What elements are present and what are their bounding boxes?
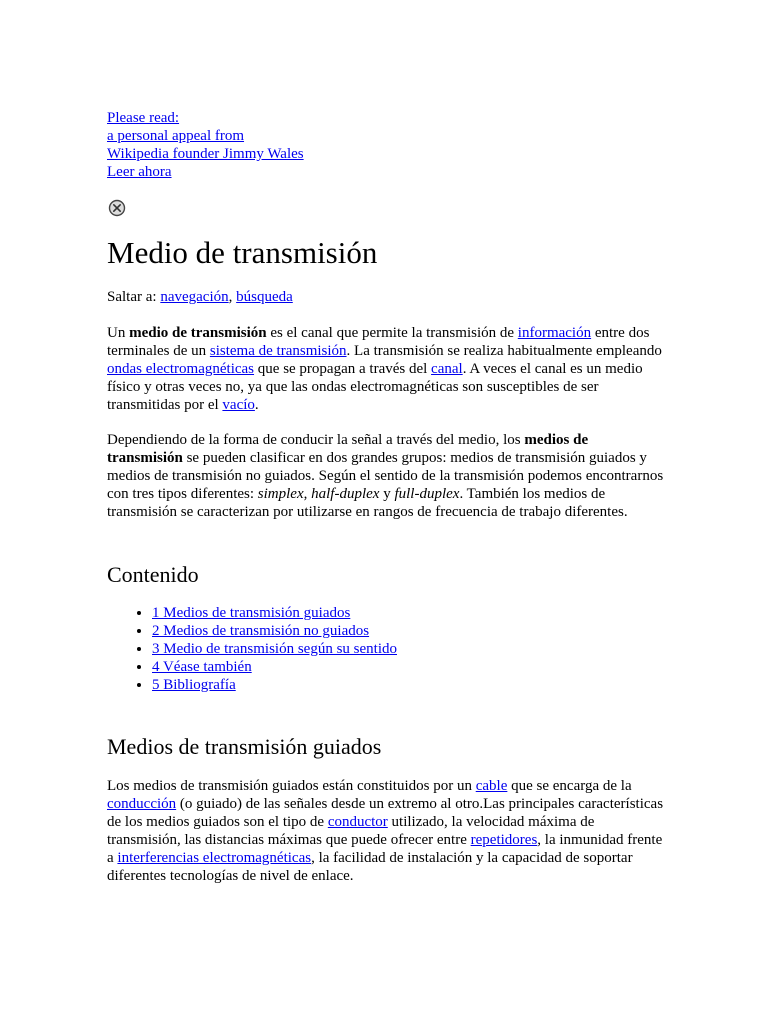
toc-item	[152, 604, 397, 622]
term-half-duplex: half-duplex	[311, 486, 380, 502]
intro-text: Un	[107, 325, 130, 341]
toc-link-bibliography[interactable]: 5 Bibliografía	[152, 677, 236, 693]
para-text: , la inmunidad frente a	[107, 832, 663, 866]
link-ondas-electromagneticas[interactable]: ondas electromagnéticas	[107, 361, 255, 377]
appeal-link-please-read[interactable]: Please read:	[107, 110, 180, 126]
term-full-duplex: full-duplex	[394, 486, 460, 502]
para-text: Dependiendo de la forma de conducir la señal a través del medio, los	[107, 432, 525, 448]
contents-heading: Contenido	[107, 562, 199, 587]
section-heading-guided: Medios de transmisión guiados	[107, 734, 382, 759]
jump-navigation-link[interactable]: navegación	[160, 289, 229, 305]
term-simplex: simplex	[257, 486, 304, 502]
intro-text: . A veces el canal es un medio físico y otras veces no, ya que las ondas electromagnéticas son susceptibles de ser transmitidas por el	[107, 361, 643, 413]
jump-search-link[interactable]: búsqueda	[236, 289, 293, 305]
classification-paragraph	[107, 431, 667, 521]
toc-link-direction[interactable]: 3 Medio de transmisión según su sentido	[152, 641, 397, 657]
para-text: se pueden clasificar en dos grandes grupos: medios de transmisión guiados y medios de transmisión no guiados. Según el sentido de la transmisión podemos encontrarnos con tres tipos diferentes:	[107, 450, 664, 502]
link-vacio[interactable]: vacío	[222, 397, 255, 413]
page-title: Medio de transmisión	[107, 235, 378, 270]
para-text: ,	[303, 486, 312, 502]
guided-media-paragraph	[107, 777, 667, 885]
para-text: Los medios de transmisión guiados están constituidos por un	[107, 778, 476, 794]
table-of-contents	[107, 604, 397, 694]
intro-text: .	[254, 397, 259, 413]
toc-item	[152, 622, 397, 640]
link-informacion[interactable]: información	[517, 325, 592, 341]
intro-text: que se propagan a través del	[254, 361, 432, 377]
para-text: . También los medios de transmisión se caracterizan por utilizarse en rangos de frecuencia de trabajo diferentes.	[107, 486, 628, 520]
para-text: utilizado, la velocidad máxima de transmisión, las distancias máximas que puede ofrecer entre	[107, 814, 595, 848]
para-bold-term: medios de transmisión	[107, 432, 589, 466]
para-text: y	[379, 486, 395, 502]
link-canal[interactable]: canal	[431, 361, 463, 377]
link-interferencias-electromagneticas[interactable]: interferencias electromagnéticas	[117, 850, 312, 866]
link-conduccion[interactable]: conducción	[107, 796, 177, 812]
link-cable[interactable]: cable	[475, 778, 508, 794]
toc-item	[152, 676, 397, 694]
toc-item	[152, 658, 397, 676]
para-text: (o guiado) de las señales desde un extremo al otro.Las principales características de los medios guiados son el tipo de	[107, 796, 664, 830]
para-text: que se encarga de la	[507, 778, 632, 794]
jump-separator: ,	[228, 289, 237, 305]
para-text: , la facilidad de instalación y la capacidad de soportar diferentes tecnologías de nivel de enlace.	[107, 850, 633, 884]
jump-links	[107, 288, 293, 306]
appeal-link-read-now[interactable]: Leer ahora	[107, 164, 172, 180]
intro-bold-term: medio de transmisión	[129, 325, 267, 341]
jump-prefix: Saltar a:	[107, 289, 161, 305]
toc-link-guided[interactable]: 1 Medios de transmisión guiados	[152, 605, 351, 621]
donation-appeal	[107, 109, 304, 181]
link-conductor[interactable]: conductor	[327, 814, 388, 830]
link-sistema-de-transmision[interactable]: sistema de transmisión	[209, 343, 347, 359]
toc-item	[152, 640, 397, 658]
toc-link-see-also[interactable]: 4 Véase también	[152, 659, 252, 675]
intro-text: entre dos terminales de un	[107, 325, 650, 359]
close-icon[interactable]	[108, 199, 126, 217]
link-repetidores[interactable]: repetidores	[470, 832, 538, 848]
toc-link-unguided[interactable]: 2 Medios de transmisión no guiados	[152, 623, 370, 639]
intro-text: es el canal que permite la transmisión de	[266, 325, 518, 341]
appeal-link-personal-appeal[interactable]: a personal appeal from	[107, 128, 245, 144]
appeal-link-jimmy-wales[interactable]: Wikipedia founder Jimmy Wales	[107, 146, 304, 162]
intro-paragraph	[107, 324, 667, 414]
intro-text: . La transmisión se realiza habitualmente empleando	[346, 343, 662, 359]
